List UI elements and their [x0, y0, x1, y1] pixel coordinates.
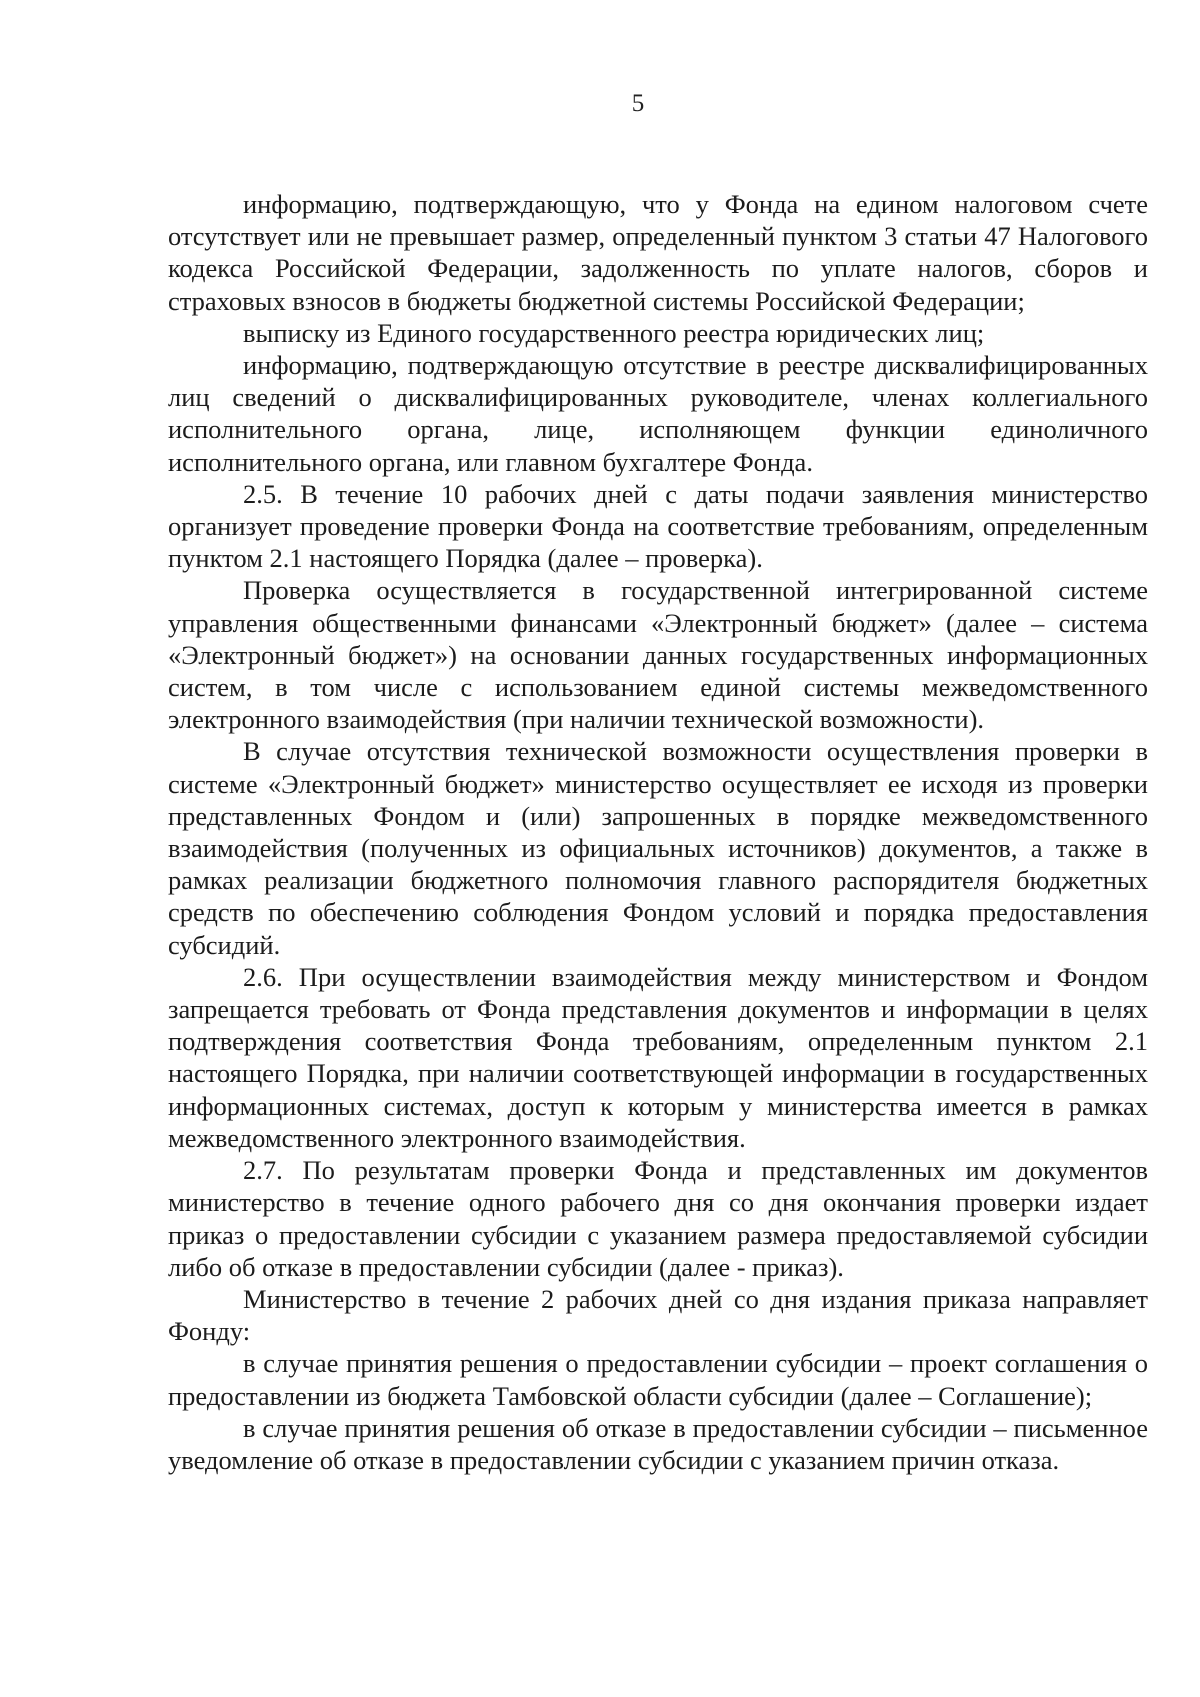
paragraph-no-technical-possibility: В случае отсутствия технической возможности осуществления проверки в системе «Электронный бюджет» министерство осуществляет ее исходя из проверки представленных Фондом и (или) запрошенных в порядке межведомственного взаимодействия (полученных из официальных источников) документов, а также в рамках реализации бюджетного полномочия главного распорядителя бюджетных средств по обеспечению соблюдения Фондом условий и порядка предоставления субсидий.	[168, 736, 1148, 960]
paragraph-ministry-sends: Министерство в течение 2 рабочих дней со дня издания приказа направляет Фонду:	[168, 1283, 1148, 1347]
paragraph-2-5: 2.5. В течение 10 рабочих дней с даты подачи заявления министерство организует проведение проверки Фонда на соответствие требованиям, определенным пунктом 2.1 настоящего Порядка (далее – проверка).	[168, 478, 1148, 574]
paragraph-egrul-extract: выписку из Единого государственного реестра юридических лиц;	[243, 317, 985, 348]
paragraph-disqualified-info: информацию, подтверждающую отсутствие в реестре дисквалифицированных лиц сведений о дисквалифицированных руководителе, членах коллегиального исполнительного органа, лице, исполняющем функции единоличного исполнительного органа, или главном бухгалтере Фонда.	[168, 350, 1148, 477]
paragraph-tax-info: информацию, подтверждающую, что у Фонда на едином налоговом счете отсутствует или не превышает размер, определенный пунктом 3 статьи 47 Налогового кодекса Российской Федерации, задолженность по уплате налогов, сборов и страховых взносов в бюджеты бюджетной системы Российской Федерации;	[168, 189, 1148, 316]
paragraph-case-refusal: в случае принятия решения об отказе в предоставлении субсидии – письменное уведомление об отказе в предоставлении субсидии с указанием причин отказа.	[168, 1412, 1148, 1475]
paragraph-case-approval: в случае принятия решения о предоставлении субсидии – проект соглашения о предоставлении из бюджета Тамбовской области субсидии (далее – Соглашение);	[168, 1348, 1148, 1411]
page-number: 5	[631, 90, 645, 117]
paragraph-2-6: 2.6. При осуществлении взаимодействия между министерством и Фондом запрещается требовать от Фонда представления документов и информации в целях подтверждения соответствия Фонда требованиям, определенным пунктом 2.1 настоящего Порядка, при наличии соответствующей информации в государственных информационных системах, доступ к которым у министерства имеется в рамках межведомственного электронного взаимодействия.	[168, 961, 1148, 1153]
paragraph-check-electronic-budget: Проверка осуществляется в государственной интегрированной системе управления общественными финансами «Электронный бюджет» (далее – система «Электронный бюджет») на основании данных государственных информационных систем, в том числе с использованием единой системы межведомственного электронного взаимодействия (при наличии технической возможности).	[168, 575, 1148, 735]
document-body	[168, 188, 1148, 1476]
paragraph-2-7: 2.7. По результатам проверки Фонда и представленных им документов министерство в течение одного рабочего дня со дня окончания проверки издает приказ о предоставлении субсидии с указанием размера предоставляемой субсидии либо об отказе в предоставлении субсидии (далее - приказ).	[168, 1155, 1148, 1282]
